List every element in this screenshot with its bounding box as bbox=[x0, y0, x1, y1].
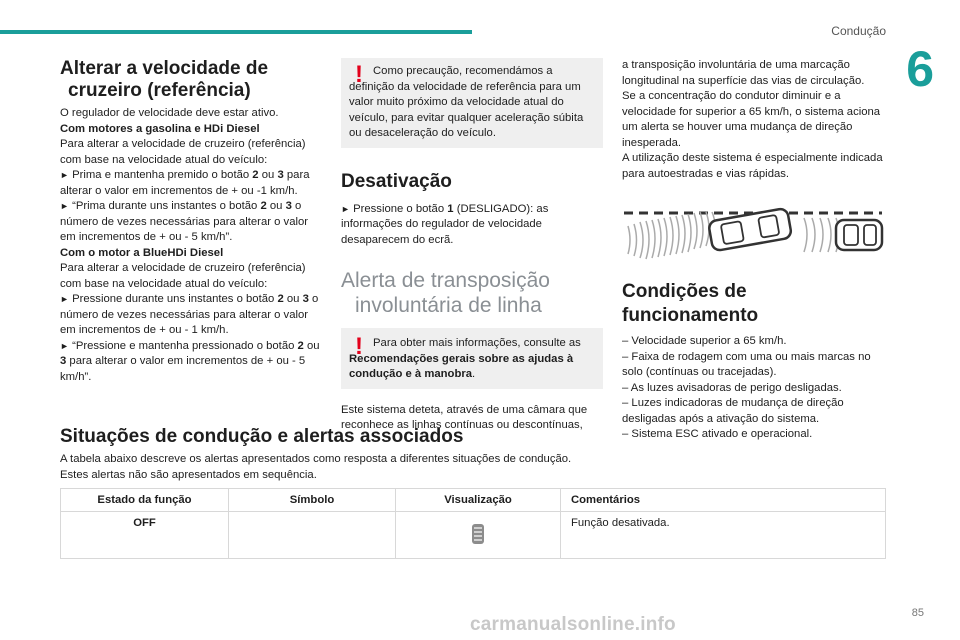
bullet-item: ► Pressione durante uns instantes o botão 2 ou 3 o número de vezes necessárias para alterar o valor em incrementos de + ou - 1 km/h. bbox=[60, 293, 319, 336]
paragraph: O regulador de velocidade deve estar ativo. bbox=[60, 107, 279, 119]
bullet-item: ► Prima e mantenha premido o botão 2 ou 3 para alterar o valor em incrementos de + ou -1 km/h. bbox=[60, 169, 310, 197]
info-note: ! Para obter mais informações, consulte as Recomendações gerais sobre as ajudas à condução e à manobra. bbox=[341, 328, 603, 389]
header-accent-bar bbox=[0, 30, 472, 34]
heading-change-speed: Alterar a velocidade de cruzeiro (referência) bbox=[60, 58, 269, 101]
paragraph: a transposição involuntária de uma marcação longitudinal na superfície das vias de circulação. bbox=[622, 59, 865, 87]
paragraph: Para alterar a velocidade de cruzeiro (referência) com base na velocidade atual do veículo: bbox=[60, 262, 306, 290]
warning-icon: ! bbox=[355, 333, 363, 360]
warning-icon: ! bbox=[355, 61, 363, 88]
bullet-arrow-icon: ► bbox=[60, 294, 69, 304]
warning-note: ! Como precaução, recomendámos a definição da velocidade de referência para um valor muito próximo da velocidade atual do veículo, para evitar qualquer aceleração súbita ou desaceleração do veículo. bbox=[341, 58, 603, 148]
alerts-table bbox=[60, 488, 886, 559]
bullet-arrow-icon: ► bbox=[60, 340, 69, 351]
column-header-comments: Comentários bbox=[561, 489, 886, 512]
condition-item: – As luzes avisadoras de perigo desligadas. bbox=[622, 381, 842, 394]
cell-display bbox=[396, 512, 561, 559]
heading-situations: Situações de condução e alertas associados bbox=[60, 426, 464, 447]
bullet-item: ► “Prima durante uns instantes o botão 2 ou 3 o número de vezes necessárias para alterar o valor em incrementos de + ou - 5 km/h”. bbox=[60, 200, 309, 243]
paragraph: Para alterar a velocidade de cruzeiro (referência) com base na velocidade atual do veículo: bbox=[60, 138, 306, 166]
column-3 bbox=[622, 58, 886, 443]
bullet-arrow-icon: ► bbox=[60, 201, 69, 211]
column-2 bbox=[341, 58, 603, 434]
chapter-number: 6 bbox=[906, 41, 934, 97]
paragraph: Este sistema deteta, através de uma câmara que reconhece as linhas contínuas ou descontínuas, bbox=[341, 403, 588, 431]
bullet-item: ► Pressione o botão 1 (DESLIGADO): as informações do regulador de velocidade desaparecem do ecrã. bbox=[341, 202, 549, 246]
section-title-header: Condução bbox=[831, 24, 886, 38]
heading-deactivation: Desativação bbox=[341, 170, 452, 192]
paragraph: A utilização deste sistema é especialmente indicada para autoestradas e vias rápidas. bbox=[622, 152, 883, 180]
condition-item: – Velocidade superior a 65 km/h. bbox=[622, 335, 787, 347]
column-header-display: Visualização bbox=[396, 489, 561, 512]
bullet-arrow-icon: ► bbox=[60, 170, 69, 180]
bullet-item: ► “Pressione e mantenha pressionado o botão 2 ou 3 para alterar o valor em incrementos de + ou - 5 km/h”. bbox=[60, 339, 320, 383]
table-header-row bbox=[61, 489, 886, 512]
table-row bbox=[61, 512, 886, 559]
page-number: 85 bbox=[911, 607, 924, 619]
heading-lane-departure: Alerta de transposição involuntária de linha bbox=[341, 269, 550, 317]
column-1 bbox=[60, 58, 324, 385]
condition-item: – Faixa de rodagem com uma ou mais marcas no solo (contínuas ou tracejadas). bbox=[622, 350, 871, 378]
situations-intro: A tabela abaixo descreve os alertas apresentados como resposta a diferentes situações de condução. Estes alertas não são apresentados em sequência. bbox=[60, 453, 572, 481]
bullet-arrow-icon: ► bbox=[341, 203, 350, 214]
column-header-symbol: Símbolo bbox=[229, 489, 396, 512]
lane-display-icon bbox=[470, 523, 486, 545]
cell-comment: Função desativada. bbox=[561, 512, 886, 559]
car-crossing-lane-icon bbox=[622, 196, 884, 262]
subheading-bluehdi: Com o motor a BlueHDi Diesel bbox=[60, 246, 224, 259]
subheading-petrol-hdi: Com motores a gasolina e HDi Diesel bbox=[60, 122, 260, 135]
paragraph: Se a concentração do condutor diminuir e a velocidade for superior a 65 km/h, o sistema aciona um alerta se houver uma mudança de direção inesperada. bbox=[622, 90, 881, 149]
cell-state: OFF bbox=[61, 512, 229, 559]
column-header-state: Estado da função bbox=[61, 489, 229, 512]
cell-symbol bbox=[229, 512, 396, 559]
condition-item: – Luzes indicadoras de mudança de direção desligadas após a ativação do sistema. bbox=[622, 397, 844, 425]
lane-departure-illustration bbox=[622, 196, 886, 262]
condition-item: – Sistema ESC ativado e operacional. bbox=[622, 428, 813, 440]
watermark-text: carmanualsonline.info bbox=[470, 614, 676, 635]
heading-operating-conditions: Condições de funcionamento bbox=[622, 281, 759, 326]
